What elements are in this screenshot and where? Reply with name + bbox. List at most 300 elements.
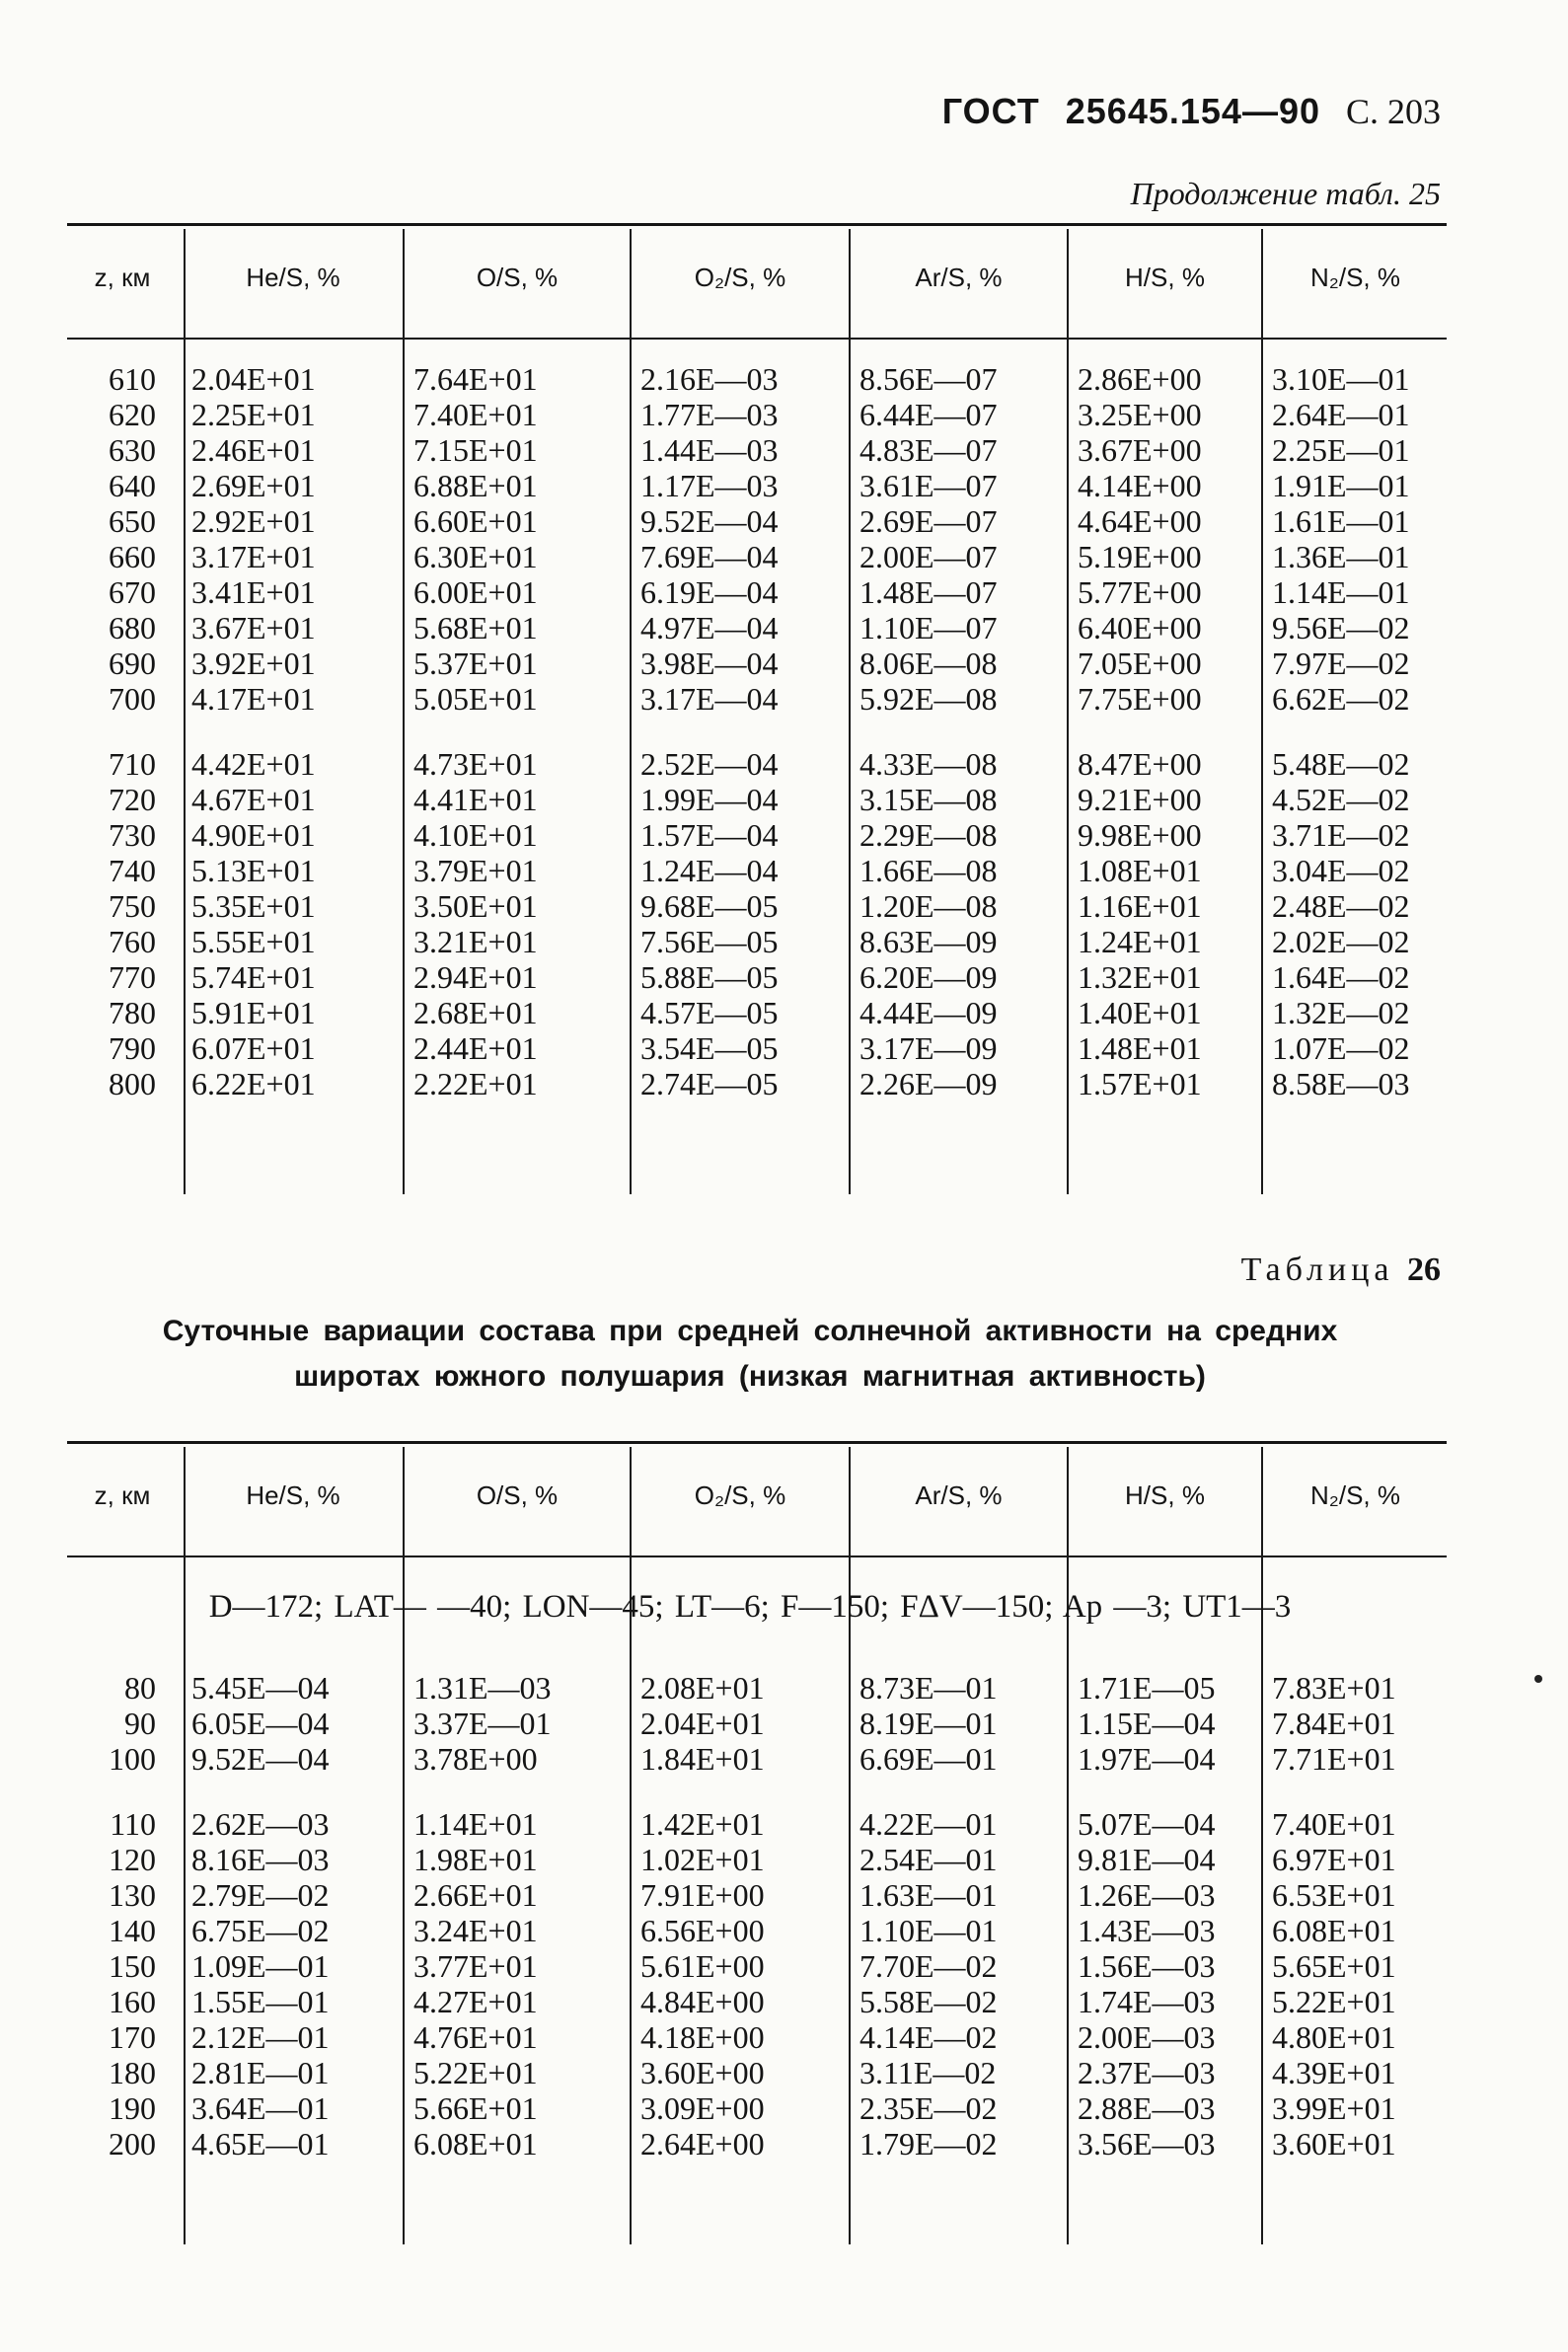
column-header: O/S, % xyxy=(476,1480,559,1510)
value-cell: 2.12E—01 xyxy=(191,2019,330,2055)
value-cell: 1.77E—03 xyxy=(640,397,779,432)
altitude-cell: 170 xyxy=(109,2019,156,2055)
altitude-cell: 100 xyxy=(109,1741,156,1777)
value-cell: 1.17E—03 xyxy=(640,468,779,503)
value-cell: 1.61E—01 xyxy=(1272,503,1410,539)
value-cell: 1.56E—03 xyxy=(1078,1948,1216,1984)
value-cell: 8.63E—09 xyxy=(859,924,998,959)
value-cell: 5.65E+01 xyxy=(1272,1948,1396,1984)
column-divider xyxy=(403,1447,405,2244)
value-cell: 1.15E—04 xyxy=(1078,1706,1216,1741)
table-row xyxy=(67,1842,1447,1877)
value-cell: 3.56E—03 xyxy=(1078,2126,1216,2162)
value-cell: 3.24E+01 xyxy=(413,1913,538,1948)
value-cell: 4.10E+01 xyxy=(413,817,538,853)
altitude-cell: 730 xyxy=(109,817,156,853)
value-cell: 1.42E+01 xyxy=(640,1806,765,1842)
value-cell: 3.77E+01 xyxy=(413,1948,538,1984)
altitude-cell: 770 xyxy=(109,959,156,995)
value-cell: 1.91E—01 xyxy=(1272,468,1410,503)
value-cell: 1.16E+01 xyxy=(1078,888,1202,924)
value-cell: 3.10E—01 xyxy=(1272,361,1410,397)
value-cell: 3.60E+01 xyxy=(1272,2126,1396,2162)
value-cell: 4.52E—02 xyxy=(1272,782,1410,817)
table-row xyxy=(67,1913,1447,1948)
value-cell: 3.17E—04 xyxy=(640,681,779,717)
value-cell: 5.58E—02 xyxy=(859,1984,998,2019)
value-cell: 3.61E—07 xyxy=(859,468,998,503)
altitude-cell: 110 xyxy=(110,1806,156,1842)
value-cell: 2.04E+01 xyxy=(640,1706,765,1741)
column-header: z, км xyxy=(94,1480,151,1510)
value-cell: 5.19E+00 xyxy=(1078,539,1202,574)
column-header: N₂/S, % xyxy=(1310,1480,1400,1510)
value-cell: 3.98E—04 xyxy=(640,645,779,681)
value-cell: 2.08E+01 xyxy=(640,1670,765,1706)
value-cell: 7.05E+00 xyxy=(1078,645,1202,681)
value-cell: 6.08E+01 xyxy=(1272,1913,1396,1948)
value-cell: 8.16E—03 xyxy=(191,1842,330,1877)
value-cell: 2.74E—05 xyxy=(640,1066,779,1101)
value-cell: 1.64E—02 xyxy=(1272,959,1410,995)
value-cell: 5.22E+01 xyxy=(413,2055,538,2090)
table-row xyxy=(67,397,1447,432)
column-header: He/S, % xyxy=(246,1480,340,1510)
table-26-label-word: Таблица xyxy=(1240,1252,1394,1288)
value-cell: 2.29E—08 xyxy=(859,817,998,853)
value-cell: 2.25E—01 xyxy=(1272,432,1410,468)
value-cell: 2.66E+01 xyxy=(413,1877,538,1913)
value-cell: 6.60E+01 xyxy=(413,503,538,539)
value-cell: 3.04E—02 xyxy=(1272,853,1410,888)
table-row xyxy=(67,1030,1447,1066)
table-26-title-line1: Суточные вариации состава при средней солнечной активности на средних xyxy=(162,1315,1338,1347)
column-header: Ar/S, % xyxy=(915,263,1003,292)
value-cell: 1.24E+01 xyxy=(1078,924,1202,959)
column-divider xyxy=(849,229,851,1194)
table-row xyxy=(67,924,1447,959)
value-cell: 3.21E+01 xyxy=(413,924,538,959)
value-cell: 9.81E—04 xyxy=(1078,1842,1216,1877)
value-cell: 4.39E+01 xyxy=(1272,2055,1396,2090)
column-divider xyxy=(849,1447,851,2244)
table-row xyxy=(67,888,1447,924)
value-cell: 7.97E—02 xyxy=(1272,645,1410,681)
value-cell: 3.78E+00 xyxy=(413,1741,538,1777)
value-cell: 1.74E—03 xyxy=(1078,1984,1216,2019)
value-cell: 2.92E+01 xyxy=(191,503,316,539)
value-cell: 4.22E—01 xyxy=(859,1806,998,1842)
value-cell: 3.50E+01 xyxy=(413,888,538,924)
value-cell: 3.60E+00 xyxy=(640,2055,765,2090)
table-row xyxy=(67,1706,1447,1741)
value-cell: 2.26E—09 xyxy=(859,1066,998,1101)
column-header: H/S, % xyxy=(1125,263,1205,292)
altitude-cell: 150 xyxy=(109,1948,156,1984)
value-cell: 7.64E+01 xyxy=(413,361,538,397)
value-cell: 2.04E+01 xyxy=(191,361,316,397)
table-26-title-line2: широтах южного полушария (низкая магнитная активность) xyxy=(294,1360,1206,1393)
value-cell: 9.52E—04 xyxy=(191,1741,330,1777)
value-cell: 3.11E—02 xyxy=(859,2055,997,2090)
value-cell: 1.84E+01 xyxy=(640,1741,765,1777)
value-cell: 8.58E—03 xyxy=(1272,1066,1410,1101)
value-cell: 6.69E—01 xyxy=(859,1741,998,1777)
column-divider xyxy=(1067,229,1069,1194)
value-cell: 2.00E—03 xyxy=(1078,2019,1216,2055)
altitude-cell: 790 xyxy=(109,1030,156,1066)
value-cell: 4.41E+01 xyxy=(413,782,538,817)
altitude-cell: 750 xyxy=(109,888,156,924)
value-cell: 8.47E+00 xyxy=(1078,746,1202,782)
value-cell: 1.20E—08 xyxy=(859,888,998,924)
table-row xyxy=(67,361,1447,397)
value-cell: 4.83E—07 xyxy=(859,432,998,468)
value-cell: 3.17E+01 xyxy=(191,539,316,574)
value-cell: 6.40E+00 xyxy=(1078,610,1202,645)
value-cell: 9.98E+00 xyxy=(1078,817,1202,853)
value-cell: 2.94E+01 xyxy=(413,959,538,995)
value-cell: 5.77E+00 xyxy=(1078,574,1202,610)
value-cell: 7.83E+01 xyxy=(1272,1670,1396,1706)
value-cell: 2.37E—03 xyxy=(1078,2055,1216,2090)
value-cell: 1.48E+01 xyxy=(1078,1030,1202,1066)
value-cell: 2.86E+00 xyxy=(1078,361,1202,397)
column-header: O₂/S, % xyxy=(694,263,786,292)
value-cell: 5.68E+01 xyxy=(413,610,538,645)
value-cell: 5.91E+01 xyxy=(191,995,316,1030)
altitude-cell: 200 xyxy=(109,2126,156,2162)
value-cell: 9.52E—04 xyxy=(640,503,779,539)
value-cell: 8.56E—07 xyxy=(859,361,998,397)
value-cell: 2.69E+01 xyxy=(191,468,316,503)
value-cell: 6.30E+01 xyxy=(413,539,538,574)
value-cell: 1.26E—03 xyxy=(1078,1877,1216,1913)
column-divider xyxy=(184,229,186,1194)
value-cell: 5.45E—04 xyxy=(191,1670,330,1706)
altitude-cell: 680 xyxy=(109,610,156,645)
value-cell: 1.14E+01 xyxy=(413,1806,538,1842)
value-cell: 1.02E+01 xyxy=(640,1842,765,1877)
value-cell: 8.06E—08 xyxy=(859,645,998,681)
table-25 xyxy=(67,223,1447,1200)
value-cell: 6.88E+01 xyxy=(413,468,538,503)
altitude-cell: 690 xyxy=(109,645,156,681)
value-cell: 1.32E+01 xyxy=(1078,959,1202,995)
altitude-cell: 800 xyxy=(109,1066,156,1101)
standard-number: 25645.154—90 xyxy=(1065,91,1320,131)
value-cell: 4.57E—05 xyxy=(640,995,779,1030)
column-header: H/S, % xyxy=(1125,1480,1205,1510)
altitude-cell: 180 xyxy=(109,2055,156,2090)
value-cell: 2.25E+01 xyxy=(191,397,316,432)
value-cell: 2.44E+01 xyxy=(413,1030,538,1066)
value-cell: 1.55E—01 xyxy=(191,1984,330,2019)
value-cell: 1.98E+01 xyxy=(413,1842,538,1877)
scan-speck xyxy=(1534,1675,1542,1683)
value-cell: 2.52E—04 xyxy=(640,746,779,782)
value-cell: 4.18E+00 xyxy=(640,2019,765,2055)
value-cell: 7.69E—04 xyxy=(640,539,779,574)
table-row xyxy=(67,645,1447,681)
table-row xyxy=(67,782,1447,817)
value-cell: 2.46E+01 xyxy=(191,432,316,468)
table-row xyxy=(67,995,1447,1030)
value-cell: 1.71E—05 xyxy=(1078,1670,1216,1706)
value-cell: 2.88E—03 xyxy=(1078,2090,1216,2126)
value-cell: 2.22E+01 xyxy=(413,1066,538,1101)
value-cell: 2.16E—03 xyxy=(640,361,779,397)
value-cell: 2.54E—01 xyxy=(859,1842,998,1877)
value-cell: 6.20E—09 xyxy=(859,959,998,995)
table-row xyxy=(67,1066,1447,1101)
altitude-cell: 640 xyxy=(109,468,156,503)
value-cell: 1.24E—04 xyxy=(640,853,779,888)
value-cell: 5.13E+01 xyxy=(191,853,316,888)
value-cell: 6.07E+01 xyxy=(191,1030,316,1066)
altitude-cell: 710 xyxy=(109,746,156,782)
value-cell: 4.67E+01 xyxy=(191,782,316,817)
column-header: Ar/S, % xyxy=(915,1480,1003,1510)
value-cell: 6.97E+01 xyxy=(1272,1842,1396,1877)
table-26-label-number: 26 xyxy=(1407,1252,1441,1288)
value-cell: 3.37E—01 xyxy=(413,1706,552,1741)
value-cell: 7.70E—02 xyxy=(859,1948,998,1984)
altitude-cell: 720 xyxy=(109,782,156,817)
value-cell: 7.71E+01 xyxy=(1272,1741,1396,1777)
altitude-cell: 760 xyxy=(109,924,156,959)
table-row xyxy=(67,1984,1447,2019)
value-cell: 6.05E—04 xyxy=(191,1706,330,1741)
value-cell: 3.92E+01 xyxy=(191,645,316,681)
value-cell: 5.37E+01 xyxy=(413,645,538,681)
value-cell: 2.62E—03 xyxy=(191,1806,330,1842)
value-cell: 4.33E—08 xyxy=(859,746,998,782)
value-cell: 9.68E—05 xyxy=(640,888,779,924)
value-cell: 1.43E—03 xyxy=(1078,1913,1216,1948)
value-cell: 1.48E—07 xyxy=(859,574,998,610)
altitude-cell: 130 xyxy=(109,1877,156,1913)
value-cell: 4.14E+00 xyxy=(1078,468,1202,503)
value-cell: 1.63E—01 xyxy=(859,1877,998,1913)
value-cell: 3.15E—08 xyxy=(859,782,998,817)
column-divider xyxy=(1067,1447,1069,2244)
value-cell: 9.21E+00 xyxy=(1078,782,1202,817)
value-cell: 1.08E+01 xyxy=(1078,853,1202,888)
value-cell: 6.44E—07 xyxy=(859,397,998,432)
value-cell: 5.74E+01 xyxy=(191,959,316,995)
table-row xyxy=(67,1741,1447,1777)
value-cell: 6.56E+00 xyxy=(640,1913,765,1948)
value-cell: 1.40E+01 xyxy=(1078,995,1202,1030)
altitude-cell: 670 xyxy=(109,574,156,610)
page-number: С. 203 xyxy=(1345,92,1441,131)
value-cell: 6.00E+01 xyxy=(413,574,538,610)
value-cell: 2.81E—01 xyxy=(191,2055,330,2090)
column-divider xyxy=(630,229,632,1194)
value-cell: 3.71E—02 xyxy=(1272,817,1410,853)
value-cell: 5.88E—05 xyxy=(640,959,779,995)
value-cell: 5.07E—04 xyxy=(1078,1806,1216,1842)
value-cell: 4.14E—02 xyxy=(859,2019,998,2055)
table-row xyxy=(67,2055,1447,2090)
value-cell: 2.00E—07 xyxy=(859,539,998,574)
value-cell: 5.22E+01 xyxy=(1272,1984,1396,2019)
table-row xyxy=(67,2126,1447,2162)
value-cell: 1.57E—04 xyxy=(640,817,779,853)
table-26-conditions: D—172; LAT— —40; LON—45; LT—6; F—150; FΔV—150; Ap —3; UT1—3 xyxy=(208,1589,1292,1625)
value-cell: 4.44E—09 xyxy=(859,995,998,1030)
value-cell: 6.62E—02 xyxy=(1272,681,1410,717)
table-row xyxy=(67,1806,1447,1842)
altitude-cell: 630 xyxy=(109,432,156,468)
value-cell: 6.75E—02 xyxy=(191,1913,330,1948)
altitude-cell: 740 xyxy=(109,853,156,888)
table-row xyxy=(67,2019,1447,2055)
value-cell: 6.22E+01 xyxy=(191,1066,316,1101)
table-row xyxy=(67,432,1447,468)
value-cell: 4.17E+01 xyxy=(191,681,316,717)
value-cell: 5.66E+01 xyxy=(413,2090,538,2126)
column-header: z, км xyxy=(94,263,151,292)
table-row xyxy=(67,2090,1447,2126)
value-cell: 7.75E+00 xyxy=(1078,681,1202,717)
value-cell: 5.55E+01 xyxy=(191,924,316,959)
value-cell: 7.84E+01 xyxy=(1272,1706,1396,1741)
value-cell: 7.91E+00 xyxy=(640,1877,765,1913)
value-cell: 6.53E+01 xyxy=(1272,1877,1396,1913)
value-cell: 4.27E+01 xyxy=(413,1984,538,2019)
table-26 xyxy=(67,1441,1447,2329)
table-row xyxy=(67,853,1447,888)
altitude-cell: 620 xyxy=(109,397,156,432)
table-row xyxy=(67,468,1447,503)
value-cell: 3.17E—09 xyxy=(859,1030,998,1066)
value-cell: 1.36E—01 xyxy=(1272,539,1410,574)
value-cell: 9.56E—02 xyxy=(1272,610,1410,645)
value-cell: 2.64E+00 xyxy=(640,2126,765,2162)
page-header xyxy=(59,91,1441,132)
table-row xyxy=(67,681,1447,717)
value-cell: 7.40E+01 xyxy=(1272,1806,1396,1842)
altitude-cell: 160 xyxy=(109,1984,156,2019)
value-cell: 1.09E—01 xyxy=(191,1948,330,1984)
value-cell: 5.92E—08 xyxy=(859,681,998,717)
table-row xyxy=(67,503,1447,539)
table-row xyxy=(67,1877,1447,1913)
altitude-cell: 610 xyxy=(109,361,156,397)
value-cell: 6.19E—04 xyxy=(640,574,779,610)
value-cell: 5.35E+01 xyxy=(191,888,316,924)
altitude-cell: 80 xyxy=(124,1670,156,1706)
value-cell: 3.99E+01 xyxy=(1272,2090,1396,2126)
value-cell: 7.15E+01 xyxy=(413,432,538,468)
value-cell: 1.44E—03 xyxy=(640,432,779,468)
value-cell: 1.79E—02 xyxy=(859,2126,998,2162)
column-divider xyxy=(403,229,405,1194)
altitude-cell: 650 xyxy=(109,503,156,539)
altitude-cell: 660 xyxy=(109,539,156,574)
value-cell: 6.08E+01 xyxy=(413,2126,538,2162)
standard-label: ГОСТ xyxy=(941,91,1040,131)
value-cell: 3.41E+01 xyxy=(191,574,316,610)
value-cell: 5.48E—02 xyxy=(1272,746,1410,782)
table-row xyxy=(67,574,1447,610)
value-cell: 4.76E+01 xyxy=(413,2019,538,2055)
value-cell: 3.09E+00 xyxy=(640,2090,765,2126)
value-cell: 2.69E—07 xyxy=(859,503,998,539)
column-divider xyxy=(630,1447,632,2244)
value-cell: 5.05E+01 xyxy=(413,681,538,717)
altitude-cell: 700 xyxy=(109,681,156,717)
table-row xyxy=(67,817,1447,853)
value-cell: 2.48E—02 xyxy=(1272,888,1410,924)
altitude-cell: 140 xyxy=(109,1913,156,1948)
value-cell: 1.99E—04 xyxy=(640,782,779,817)
value-cell: 3.25E+00 xyxy=(1078,397,1202,432)
value-cell: 4.73E+01 xyxy=(413,746,538,782)
value-cell: 4.65E—01 xyxy=(191,2126,330,2162)
value-cell: 1.57E+01 xyxy=(1078,1066,1202,1101)
altitude-cell: 780 xyxy=(109,995,156,1030)
value-cell: 7.56E—05 xyxy=(640,924,779,959)
value-cell: 3.54E—05 xyxy=(640,1030,779,1066)
column-header: O₂/S, % xyxy=(694,1480,786,1510)
table-row xyxy=(67,539,1447,574)
value-cell: 3.64E—01 xyxy=(191,2090,330,2126)
value-cell: 4.64E+00 xyxy=(1078,503,1202,539)
value-cell: 4.97E—04 xyxy=(640,610,779,645)
value-cell: 3.67E+01 xyxy=(191,610,316,645)
value-cell: 1.32E—02 xyxy=(1272,995,1410,1030)
value-cell: 2.68E+01 xyxy=(413,995,538,1030)
value-cell: 4.80E+01 xyxy=(1272,2019,1396,2055)
value-cell: 4.84E+00 xyxy=(640,1984,765,2019)
column-divider xyxy=(1261,1447,1263,2244)
value-cell: 2.79E—02 xyxy=(191,1877,330,1913)
value-cell: 3.79E+01 xyxy=(413,853,538,888)
altitude-cell: 120 xyxy=(109,1842,156,1877)
column-header: N₂/S, % xyxy=(1310,263,1400,292)
value-cell: 7.40E+01 xyxy=(413,397,538,432)
value-cell: 2.64E—01 xyxy=(1272,397,1410,432)
value-cell: 1.66E—08 xyxy=(859,853,998,888)
table-26-title xyxy=(69,1309,1431,1400)
table-row xyxy=(67,1948,1447,1984)
table-row xyxy=(67,610,1447,645)
column-divider xyxy=(184,1447,186,2244)
value-cell: 8.19E—01 xyxy=(859,1706,998,1741)
altitude-cell: 90 xyxy=(124,1706,156,1741)
value-cell: 1.10E—07 xyxy=(859,610,998,645)
value-cell: 1.10E—01 xyxy=(859,1913,998,1948)
value-cell: 3.67E+00 xyxy=(1078,432,1202,468)
column-header: O/S, % xyxy=(476,263,559,292)
column-divider xyxy=(1261,229,1263,1194)
value-cell: 2.35E—02 xyxy=(859,2090,998,2126)
value-cell: 4.90E+01 xyxy=(191,817,316,853)
table-row xyxy=(67,746,1447,782)
value-cell: 2.02E—02 xyxy=(1272,924,1410,959)
value-cell: 5.61E+00 xyxy=(640,1948,765,1984)
value-cell: 1.14E—01 xyxy=(1272,574,1410,610)
table-row xyxy=(67,1670,1447,1706)
value-cell: 4.42E+01 xyxy=(191,746,316,782)
table-row xyxy=(67,959,1447,995)
table-26-label xyxy=(59,1252,1441,1289)
continuation-note: Продолжение табл. 25 xyxy=(1130,176,1441,211)
altitude-cell: 190 xyxy=(109,2090,156,2126)
